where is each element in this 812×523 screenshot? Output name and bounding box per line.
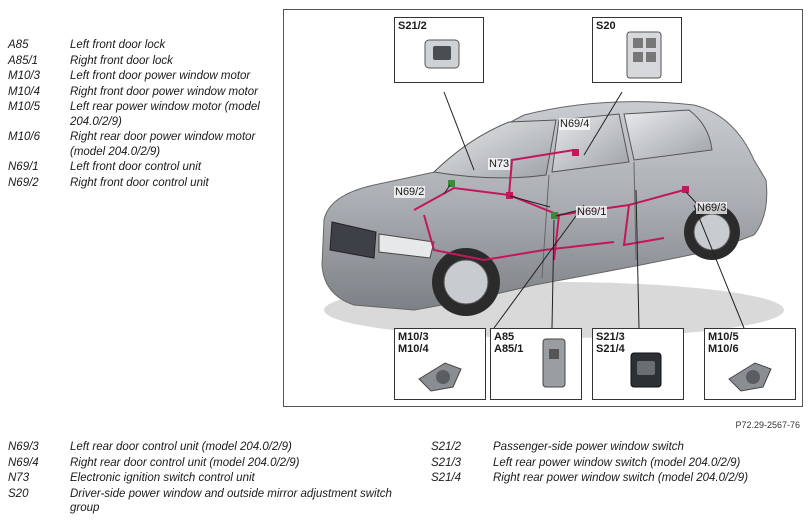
door-lock-icon (491, 329, 581, 399)
legend-desc: Electronic ignition switch control unit (70, 472, 255, 484)
legend-code: N69/1 (8, 161, 39, 173)
legend-bottom-left (8, 440, 408, 517)
legend-code: M10/3 (8, 70, 40, 82)
rear-motor-icon (705, 329, 795, 399)
legend-row (8, 471, 408, 486)
motor-icon (395, 329, 485, 399)
inset-m10-3-4-label: M10/3 M10/4 (398, 331, 429, 355)
callout-n73: N73 (489, 158, 510, 170)
legend-desc: Driver-side power window and outside mirror adjustment switch group (70, 487, 392, 514)
legend-row (431, 440, 791, 455)
legend-code: S21/2 (431, 441, 462, 453)
switch-icon (395, 18, 483, 82)
legend-code: M10/5 (8, 101, 40, 113)
n73-marker (506, 192, 513, 199)
legend-code: A85 (8, 39, 29, 51)
legend-code: S20 (8, 487, 29, 500)
rear-switch-icon (593, 329, 683, 399)
legend-code: M10/4 (8, 85, 40, 98)
legend-desc: Left rear power window motor (model 204.0/2/9) (70, 101, 260, 128)
legend-code: N69/3 (8, 441, 39, 453)
legend-row (431, 456, 791, 471)
inset-s21-2-label: S21/2 (398, 20, 427, 32)
legend-row (8, 69, 270, 84)
legend-row (431, 471, 791, 486)
legend-desc: Right rear door power window motor (model 204.0/2/9) (70, 131, 256, 158)
callout-n69-4: N69/4 (560, 118, 590, 130)
legend-desc: Left front door control unit (70, 161, 202, 173)
legend-row (8, 456, 408, 471)
legend-code: S21/4 (431, 472, 462, 484)
legend-left (8, 38, 270, 191)
callout-n69-2: N69/2 (395, 186, 425, 198)
legend-code: N69/2 (8, 176, 39, 189)
inset-m10-3-4 (394, 328, 486, 400)
legend-row (8, 440, 408, 455)
legend-desc: Right rear door control unit (model 204.0/2/9) (70, 456, 300, 469)
legend-code: M10/6 (8, 131, 40, 143)
legend-code: N73 (8, 472, 30, 484)
legend-bottom-right (431, 440, 791, 487)
legend-row (8, 176, 270, 191)
legend-code: A85/1 (8, 54, 39, 67)
legend-desc: Right front door control unit (70, 176, 209, 189)
legend-row (8, 85, 270, 100)
inset-a85 (490, 328, 582, 400)
inset-s21-2 (394, 17, 484, 83)
legend-desc: Left rear power window switch (model 204.0/2/9) (493, 456, 741, 469)
inset-s20-label: S20 (596, 20, 616, 32)
legend-desc: Left rear door control unit (model 204.0/2/9) (70, 441, 292, 453)
inset-m10-5-6-label: M10/5 M10/6 (708, 331, 739, 355)
legend-desc: Passenger-side power window switch (493, 441, 684, 453)
legend-desc: Right front door lock (70, 54, 173, 67)
legend-code: N69/4 (8, 456, 39, 469)
legend-row (8, 100, 270, 129)
legend-desc: Right rear power window switch (model 204.0/2/9) (493, 472, 749, 484)
legend-desc: Left front door power window motor (70, 70, 251, 82)
inset-s21-3-4-label: S21/3 S21/4 (596, 331, 625, 355)
switch-group-icon (593, 18, 681, 82)
n69-3-marker (682, 186, 689, 193)
legend-row (8, 54, 270, 69)
legend-row (8, 160, 270, 175)
legend-row (8, 38, 270, 53)
callout-n69-3: N69/3 (697, 202, 727, 214)
legend-row (8, 487, 408, 516)
vehicle-figure (283, 9, 803, 407)
legend-row (8, 130, 270, 159)
front-rim (444, 260, 488, 304)
inset-s21-3-4 (592, 328, 684, 400)
inset-a85-label: A85 A85/1 (494, 331, 524, 355)
figure-reference: P72.29-2567-76 (735, 420, 800, 430)
inset-s20 (592, 17, 682, 83)
legend-desc: Right front door power window motor (70, 85, 258, 98)
legend-desc: Left front door lock (70, 39, 166, 51)
n69-4-marker (572, 149, 579, 156)
legend-code: S21/3 (431, 456, 462, 469)
inset-m10-5-6 (704, 328, 796, 400)
callout-n69-1: N69/1 (577, 206, 607, 218)
